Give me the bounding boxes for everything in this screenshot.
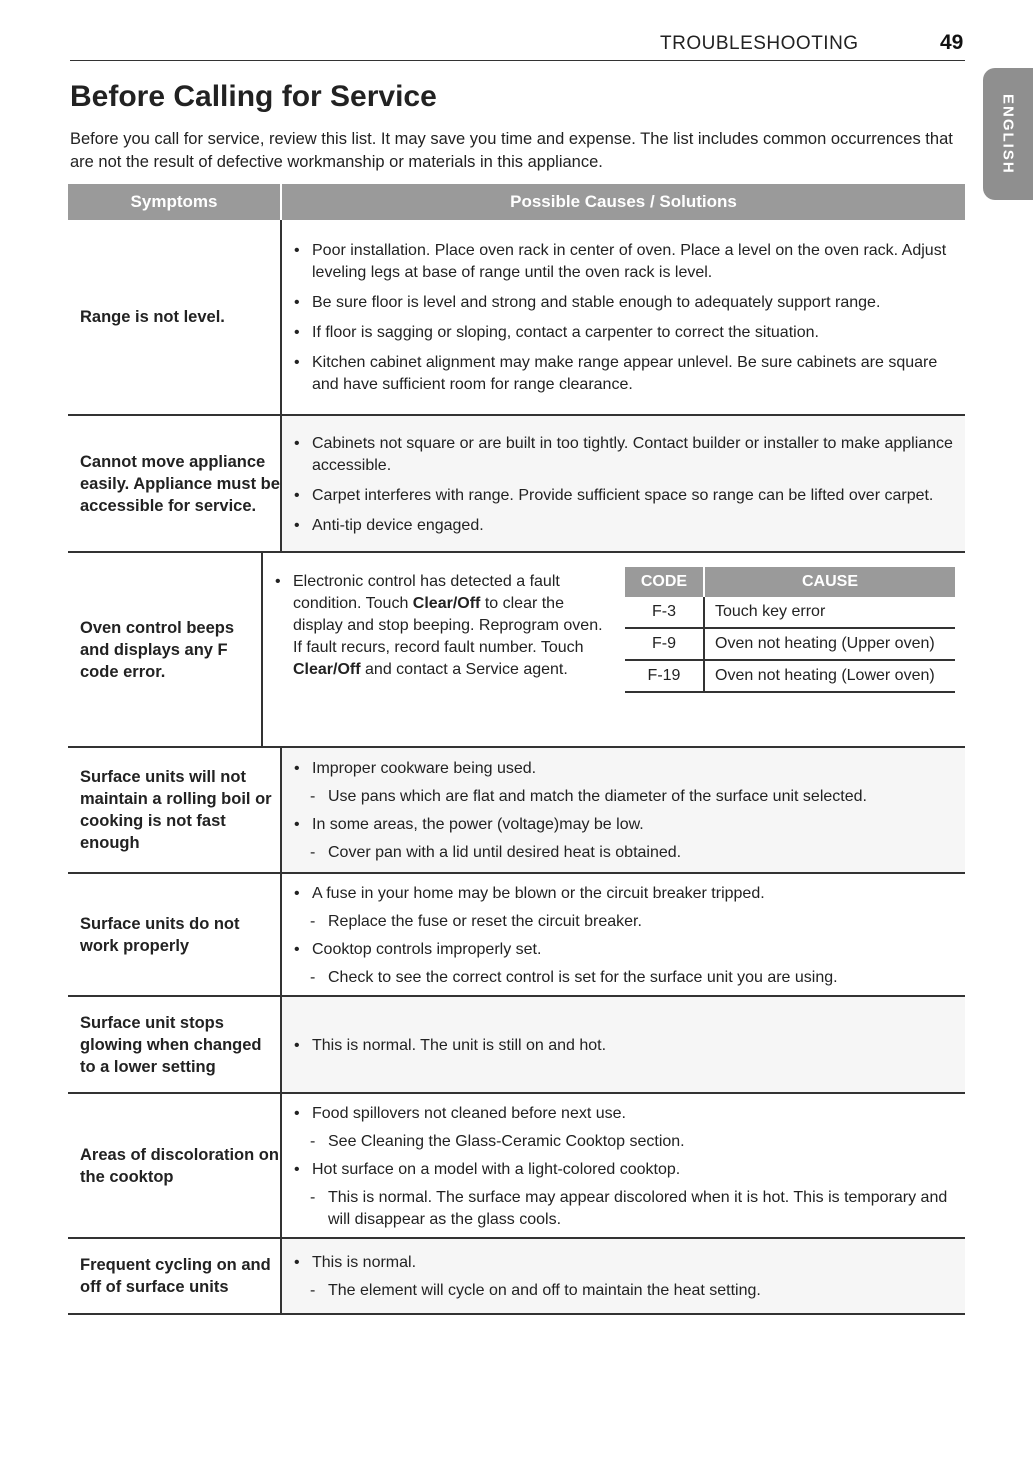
dash-icon: - xyxy=(310,1188,316,1206)
symptom-label: Frequent cycling on and off of surface units xyxy=(68,1239,282,1313)
table-row xyxy=(68,748,965,874)
solution-list xyxy=(282,220,965,414)
fault-cause: Touch key error xyxy=(715,603,826,620)
list-item: • Hot surface on a model with a light-colored cooktop. xyxy=(294,1159,955,1181)
list-item: • A fuse in your home may be blown or the circuit breaker tripped. xyxy=(294,883,955,905)
list-item: • Food spillovers not cleaned before next use. xyxy=(294,1103,955,1125)
list-subitem: - Use pans which are flat and match the diameter of the surface unit selected. xyxy=(294,786,955,808)
bullet-icon: • xyxy=(294,760,300,777)
page-title: Before Calling for Service xyxy=(70,80,437,113)
solution-list xyxy=(282,1094,965,1237)
troubleshooting-table xyxy=(68,184,965,1315)
list-item: • In some areas, the power (voltage)may be low. xyxy=(294,814,955,836)
list-item: • This is normal. xyxy=(294,1252,955,1274)
solution-list xyxy=(263,553,965,746)
header-divider xyxy=(70,60,965,61)
dash-icon: - xyxy=(310,968,316,986)
code-table-row xyxy=(625,661,955,693)
table-row xyxy=(68,553,965,748)
symptom-label: Surface units do not work properly xyxy=(68,874,282,995)
list-item: • Improper cookware being used. xyxy=(294,758,955,780)
clear-off-key-label: Clear/Off xyxy=(293,661,361,678)
table-row xyxy=(68,874,965,997)
page-number: 49 xyxy=(940,31,964,54)
code-table-row xyxy=(625,597,955,629)
dash-icon: - xyxy=(310,912,316,930)
solution-list xyxy=(282,874,965,995)
fault-code: F-9 xyxy=(625,629,705,659)
list-subitem: - Check to see the correct control is set for the surface unit you are using. xyxy=(294,967,955,989)
symptom-label: Areas of discoloration on the cooktop xyxy=(68,1094,282,1237)
symptom-label: Oven control beeps and displays any F code error. xyxy=(68,553,263,746)
table-row xyxy=(68,220,965,416)
table-row xyxy=(68,1094,965,1239)
bullet-icon: • xyxy=(294,1254,300,1271)
solution-list xyxy=(282,748,965,872)
list-subitem: - See Cleaning the Glass-Ceramic Cooktop section. xyxy=(294,1131,955,1153)
solution-list xyxy=(282,997,965,1092)
solution-list xyxy=(282,416,965,551)
bullet-icon: • xyxy=(294,354,300,371)
bullet-icon: • xyxy=(294,486,300,504)
dash-icon: - xyxy=(310,1132,316,1150)
table-header xyxy=(68,184,965,220)
column-header-cause: CAUSE xyxy=(801,573,858,590)
list-item: • Cabinets not square or are built in too tightly. Contact builder or installer to make appliance accessible. xyxy=(294,433,955,477)
language-tab xyxy=(983,68,1033,200)
bullet-icon: • xyxy=(294,294,300,311)
list-item: • Anti-tip device engaged. xyxy=(294,515,955,537)
dash-icon: - xyxy=(310,844,316,861)
language-tab-label: ENGLISH xyxy=(999,93,1017,175)
fault-code: F-3 xyxy=(625,597,705,627)
table-row xyxy=(68,1239,965,1315)
bullet-icon: • xyxy=(294,516,300,534)
symptom-label: Surface units will not maintain a rolling boil or cooking is not fast enough xyxy=(68,748,282,872)
column-header-code: CODE xyxy=(625,567,705,597)
code-table-header xyxy=(625,567,955,597)
list-item: • Poor installation. Place oven rack in center of oven. Place a level on the oven rack. Adjust leveling legs at base of range until the oven rack is level. xyxy=(294,240,955,284)
symptom-label: Range is not level. xyxy=(68,220,282,414)
dash-icon: - xyxy=(310,788,316,805)
dash-icon: - xyxy=(310,1282,316,1299)
clear-off-key-label: Clear/Off xyxy=(412,595,481,612)
list-subitem: - Replace the fuse or reset the circuit breaker. xyxy=(294,911,955,933)
intro-paragraph: Before you call for service, review this list. It may save you time and expense. The list includes common occurrences that are not the result of defective workmanship or materials in this appliance. xyxy=(70,130,953,171)
solution-list xyxy=(282,1239,965,1313)
bullet-icon: • xyxy=(294,884,300,902)
column-header-causes: Possible Causes / Solutions xyxy=(510,192,737,211)
bullet-icon: • xyxy=(294,242,300,259)
list-subitem: - Cover pan with a lid until desired heat is obtained. xyxy=(294,842,955,864)
list-item: • If floor is sagging or sloping, contact a carpenter to correct the situation. xyxy=(294,322,955,344)
bullet-icon: • xyxy=(294,1160,300,1178)
list-subitem: - This is normal. The surface may appear discolored when it is hot. This is temporary and will disappear as the glass cools. xyxy=(294,1187,955,1231)
section-title: TROUBLESHOOTING xyxy=(660,33,859,54)
fault-code-section xyxy=(275,571,955,693)
symptom-label: Cannot move appliance easily. Appliance must be accessible for service. xyxy=(68,416,282,551)
table-row xyxy=(68,997,965,1094)
fault-cause: Oven not heating (Lower oven) xyxy=(715,667,935,684)
code-table-row xyxy=(625,629,955,661)
table-row xyxy=(68,416,965,553)
list-item: • Cooktop controls improperly set. xyxy=(294,939,955,961)
list-item: • Kitchen cabinet alignment may make range appear unlevel. Be sure cabinets are square and have sufficient room for range clearance. xyxy=(294,352,955,396)
bullet-icon: • xyxy=(294,324,300,341)
bullet-icon: • xyxy=(294,940,300,958)
fault-instructions: Electronic control has detected a fault condition. Touch Clear/Off to clear the display and stop beeping. Reprogram oven. If fault recurs, record fault number. Touch Clear/Off and contact a Service agent. xyxy=(293,573,603,678)
bullet-icon: • xyxy=(294,1036,300,1054)
bullet-icon: • xyxy=(294,816,300,833)
bullet-icon: • xyxy=(294,1104,300,1122)
bullet-icon: • xyxy=(275,573,281,590)
fault-cause: Oven not heating (Upper oven) xyxy=(715,635,935,652)
symptom-label: Surface unit stops glowing when changed to a lower setting xyxy=(68,997,282,1092)
list-item: • This is normal. The unit is still on and hot. xyxy=(294,1035,955,1057)
list-subitem: - The element will cycle on and off to maintain the heat setting. xyxy=(294,1280,955,1302)
bullet-icon: • xyxy=(294,434,300,452)
list-item: • Be sure floor is level and strong and stable enough to adequately support range. xyxy=(294,292,955,314)
list-item xyxy=(275,571,611,681)
fault-code: F-19 xyxy=(625,661,705,691)
column-header-symptoms: Symptoms xyxy=(68,184,282,220)
list-item: • Carpet interferes with range. Provide sufficient space so range can be lifted over carpet. xyxy=(294,485,955,507)
fault-code-table xyxy=(625,567,955,693)
